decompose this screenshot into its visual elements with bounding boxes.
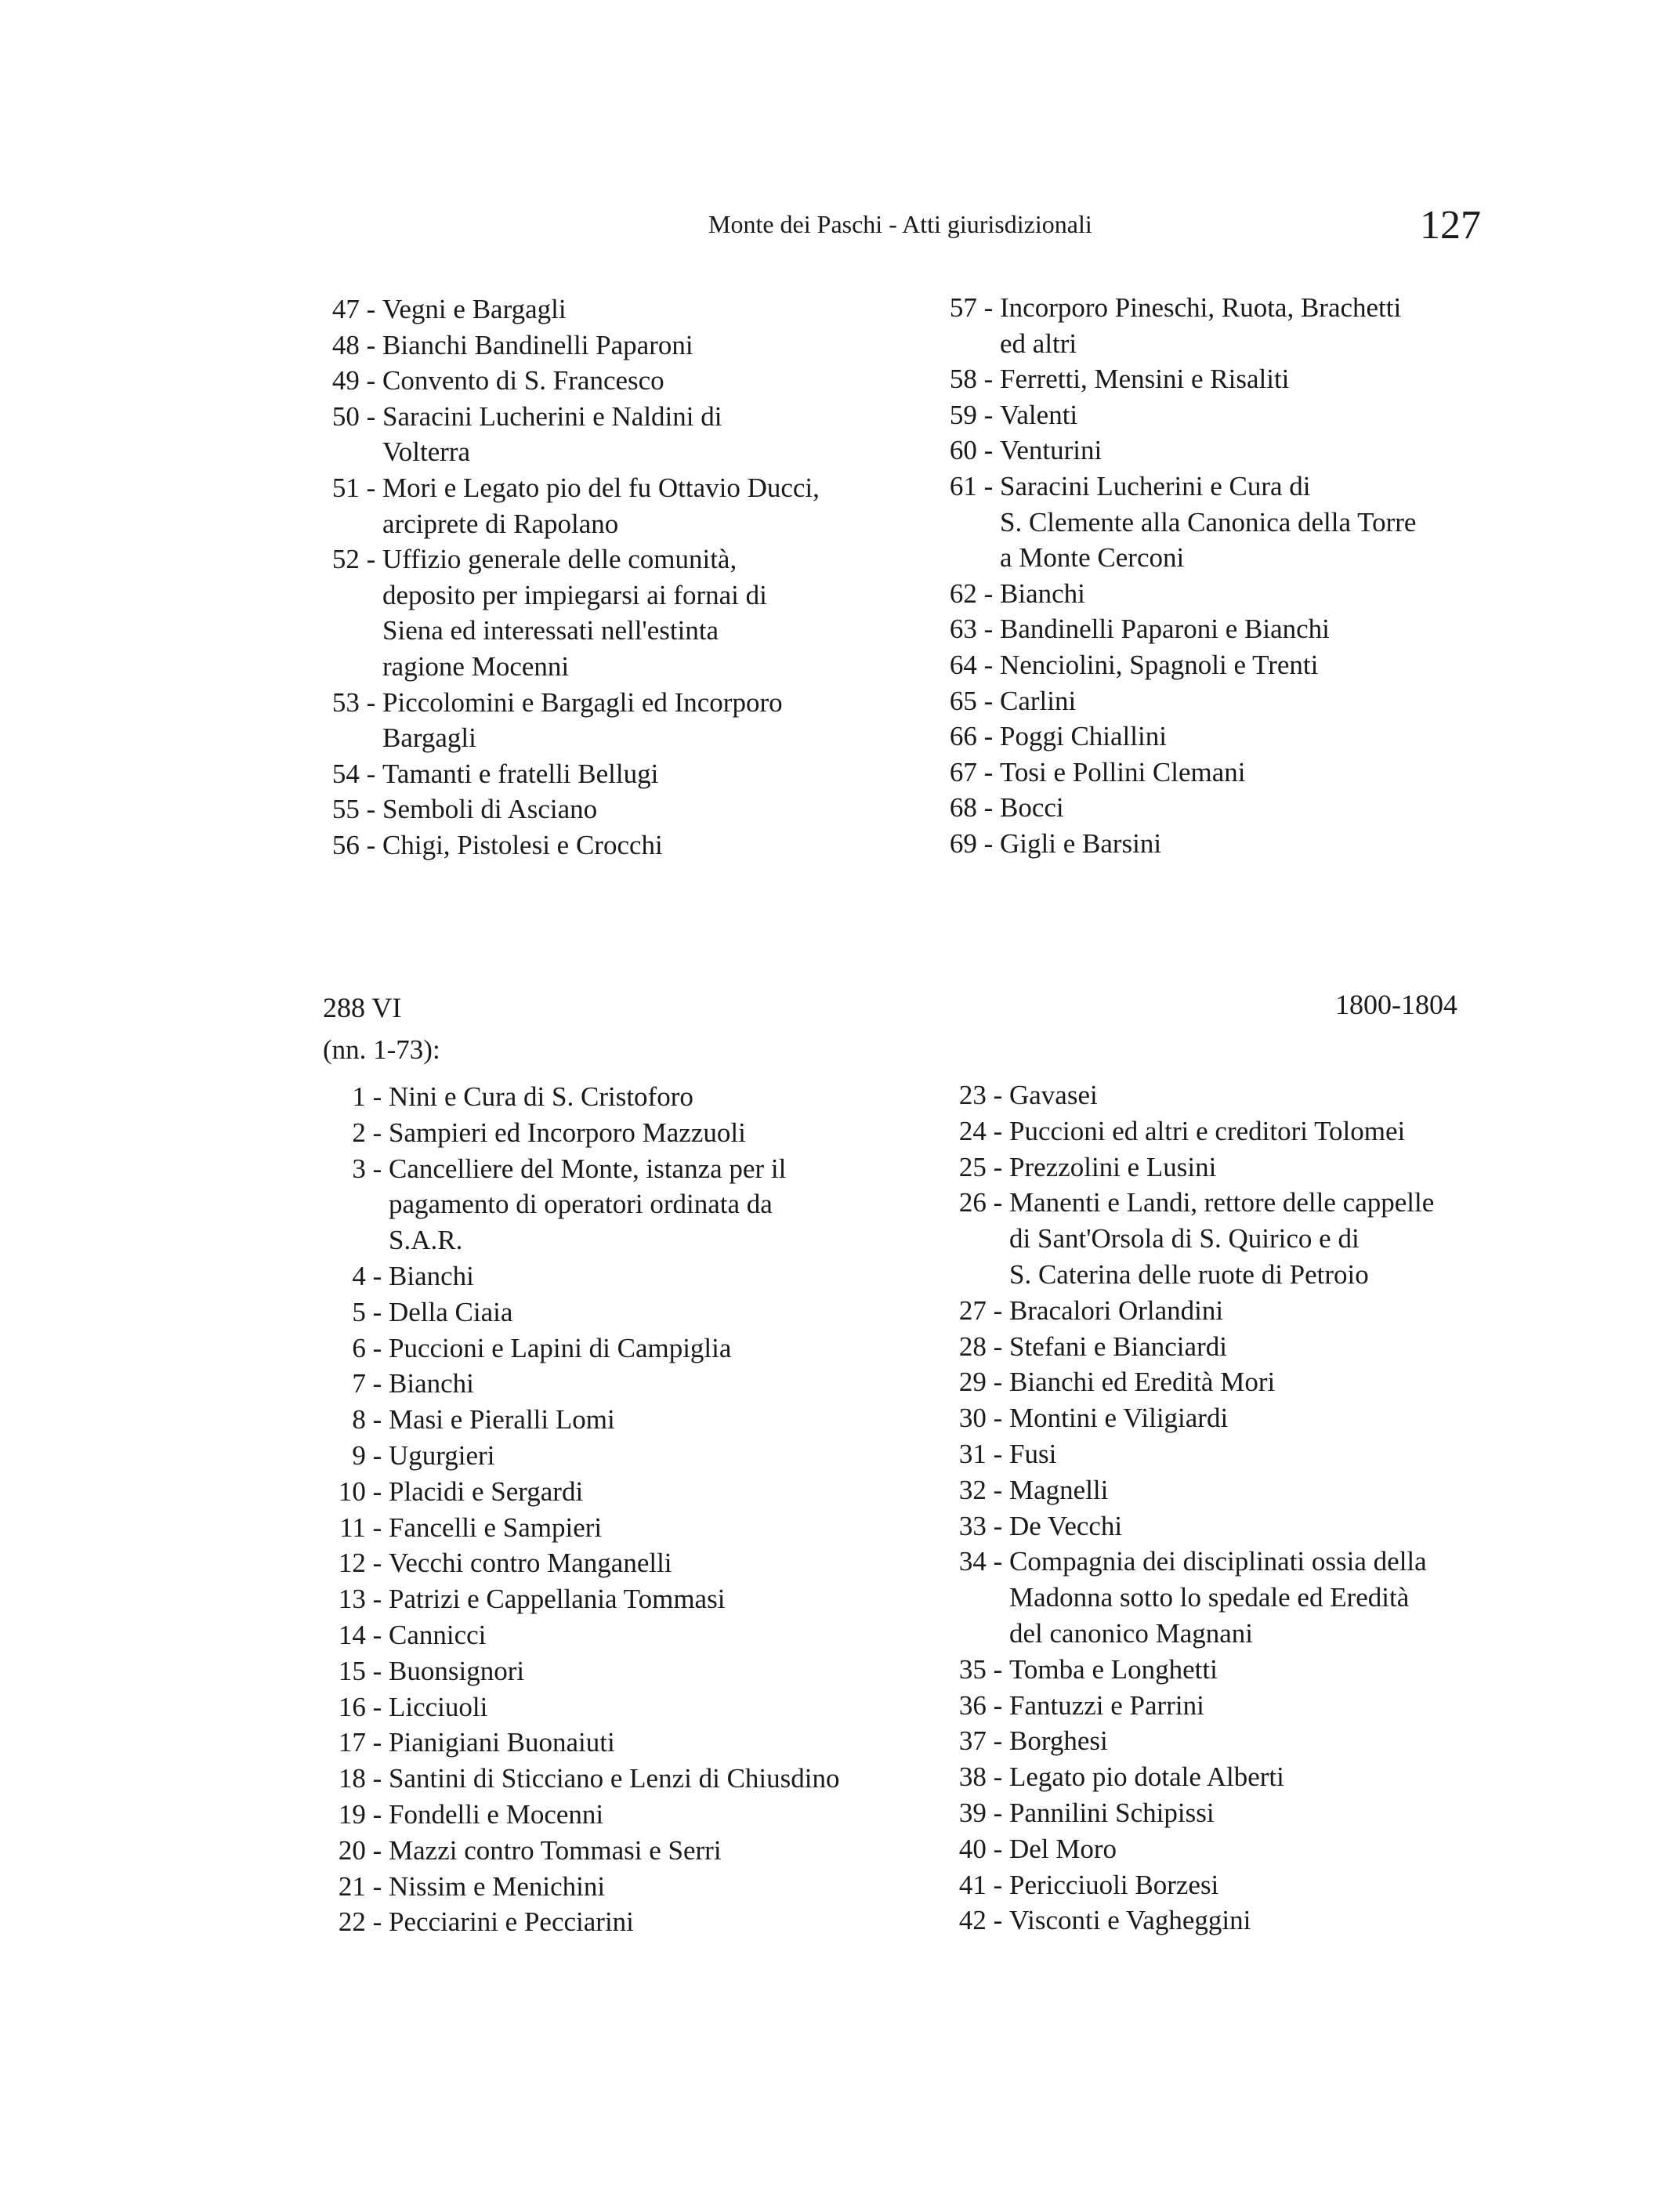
list-item — [958, 1508, 1434, 1544]
item-text: Compagnia dei disciplinati ossia della — [1009, 1546, 1427, 1577]
list-item — [958, 1149, 1434, 1186]
item-text: Sampieri ed Incorporo Mazzuoli — [389, 1117, 746, 1148]
item-number: 39 - — [958, 1797, 1009, 1828]
item-number: 19 - — [338, 1798, 389, 1830]
list-item — [958, 1688, 1434, 1724]
item-text: Valenti — [1000, 399, 1078, 430]
item-number: 26 - — [958, 1187, 1009, 1218]
list-item — [949, 290, 1416, 361]
item-number: 40 - — [958, 1833, 1009, 1864]
item-text: Bianchi — [1000, 577, 1085, 609]
list-item — [338, 1869, 839, 1905]
list-item — [949, 576, 1416, 612]
item-number: 10 - — [338, 1475, 389, 1507]
item-text: Fantuzzi e Parrini — [1009, 1689, 1204, 1721]
item-text: Magnelli — [1009, 1474, 1109, 1505]
item-number: 18 - — [338, 1763, 389, 1794]
item-number: 20 - — [338, 1834, 389, 1866]
list-item — [352, 1366, 839, 1402]
item-text-continuation: a Monte Cerconi — [1000, 542, 1185, 574]
item-text-continuation: pagamento di operatori ordinata da — [389, 1189, 773, 1220]
item-number: 17 - — [338, 1727, 389, 1758]
list-item — [331, 791, 820, 827]
list-item — [958, 1472, 1434, 1508]
list-item — [331, 470, 820, 541]
item-text: Bianchi — [389, 1368, 474, 1399]
item-text: Incorporo Pineschi, Ruota, Brachetti — [1000, 292, 1402, 323]
list-item — [949, 826, 1416, 862]
item-text: Stefani e Bianciardi — [1009, 1331, 1227, 1362]
list-item — [949, 361, 1416, 397]
item-number: 47 - — [331, 294, 382, 324]
list-item — [338, 1725, 839, 1761]
item-text: Pericciuoli Borzesi — [1009, 1869, 1219, 1900]
item-text: Bandinelli Paparoni e Bianchi — [1000, 614, 1330, 645]
list-item — [352, 1079, 839, 1115]
list-item — [949, 719, 1416, 755]
item-number: 33 - — [958, 1510, 1009, 1541]
item-text: Ferretti, Mensini e Risaliti — [1000, 364, 1290, 395]
list-item — [958, 1329, 1434, 1365]
list-item — [352, 1331, 839, 1367]
item-number: 13 - — [338, 1584, 389, 1615]
list-item — [958, 1293, 1434, 1329]
item-text: Saracini Lucherini e Cura di — [1000, 470, 1311, 501]
item-number: 27 - — [958, 1294, 1009, 1326]
item-number: 34 - — [958, 1546, 1009, 1577]
item-text-continuation: arciprete di Rapolano — [382, 508, 619, 539]
list-item — [352, 1294, 839, 1331]
item-text: Puccioni ed altri e creditori Tolomei — [1009, 1115, 1406, 1146]
item-text: Ugurgieri — [389, 1439, 495, 1471]
item-number: 6 - — [352, 1332, 389, 1363]
item-number: 56 - — [331, 829, 382, 860]
item-number: 7 - — [352, 1368, 389, 1399]
item-text: Piccolomini e Bargagli ed Incorporo — [382, 686, 783, 718]
item-text-continuation: Siena ed interessati nell'estinta — [382, 615, 719, 646]
item-text: Vecchi contro Manganelli — [389, 1548, 672, 1579]
item-text: Mori e Legato pio del fu Ottavio Ducci, — [382, 472, 820, 503]
item-text: Prezzolini e Lusini — [1009, 1151, 1217, 1182]
item-text: Bocci — [1000, 792, 1064, 824]
list-item — [958, 1436, 1434, 1472]
item-number: 31 - — [958, 1438, 1009, 1469]
item-text-continuation: Volterra — [382, 436, 471, 468]
item-text: Bianchi ed Eredità Mori — [1009, 1367, 1276, 1398]
series-number-heading: 288 VI — [323, 992, 402, 1023]
item-text: Cancelliere del Monte, istanza per il — [389, 1153, 787, 1184]
item-text: De Vecchi — [1009, 1510, 1123, 1541]
item-text: Tamanti e fratelli Bellugi — [382, 758, 659, 789]
item-number: 51 - — [331, 472, 382, 503]
item-number: 2 - — [352, 1117, 389, 1148]
item-number: 62 - — [949, 577, 1000, 609]
item-text-continuation: S. Clemente alla Canonica della Torre — [1000, 506, 1417, 538]
item-text: Borghesi — [1009, 1725, 1108, 1757]
list-item — [338, 1761, 840, 1797]
item-text: Uffizio generale delle comunità, — [382, 544, 737, 575]
item-text-continuation: di Sant'Orsola di S. Quirico e di — [1009, 1223, 1360, 1254]
item-text: Del Moro — [1009, 1833, 1117, 1864]
list-item — [338, 1474, 839, 1510]
item-number: 52 - — [331, 544, 382, 575]
item-text: Santini di Sticciano e Lenzi di Chiusdino — [389, 1763, 840, 1794]
item-text-continuation: Madonna sotto lo spedale ed Eredità — [1009, 1582, 1410, 1613]
list-item — [352, 1438, 839, 1474]
item-text: Carlini — [1000, 685, 1077, 716]
item-number: 12 - — [338, 1548, 389, 1579]
list-item — [958, 1400, 1434, 1436]
item-text: Masi e Pieralli Lomi — [389, 1404, 615, 1436]
list-item — [352, 1115, 839, 1151]
item-text: Mazzi contro Tommasi e Serri — [389, 1834, 722, 1866]
item-text: Poggi Chiallini — [1000, 721, 1167, 752]
item-number: 54 - — [331, 758, 382, 789]
item-number: 5 - — [352, 1296, 389, 1327]
item-number: 63 - — [949, 614, 1000, 645]
list-item — [331, 363, 820, 399]
item-number: 37 - — [958, 1725, 1009, 1757]
series-item-range: (nn. 1-73): — [323, 1034, 440, 1065]
item-text: Venturini — [1000, 435, 1102, 466]
item-text-continuation: S. Caterina delle ruote di Petroio — [1009, 1258, 1369, 1290]
list-item — [949, 611, 1416, 647]
item-text: Visconti e Vagheggini — [1009, 1905, 1251, 1936]
series-date-range: 1800-1804 — [1335, 989, 1457, 1020]
list-item — [331, 399, 820, 470]
item-number: 60 - — [949, 435, 1000, 466]
list-item — [958, 1831, 1434, 1867]
list-item — [331, 541, 820, 684]
item-text: Fondelli e Mocenni — [389, 1798, 604, 1830]
item-number: 48 - — [331, 329, 382, 360]
item-text: Convento di S. Francesco — [382, 365, 664, 396]
item-text: Tomba e Longhetti — [1009, 1653, 1218, 1685]
list-item — [949, 683, 1416, 719]
item-text: Licciuoli — [389, 1691, 488, 1722]
list-item — [338, 1833, 839, 1869]
page-number: 127 — [1420, 203, 1481, 248]
item-number: 24 - — [958, 1115, 1009, 1146]
item-number: 3 - — [352, 1153, 389, 1184]
item-number: 1 - — [352, 1081, 389, 1112]
item-text: Bianchi Bandinelli Paparoni — [382, 329, 693, 360]
list-item — [331, 827, 820, 863]
list-item — [958, 1867, 1434, 1903]
list-item — [949, 433, 1416, 469]
list-item — [958, 1759, 1434, 1795]
item-number: 30 - — [958, 1403, 1009, 1434]
item-text: Pecciarini e Pecciarini — [389, 1906, 634, 1938]
item-text: Nini e Cura di S. Cristoforo — [389, 1081, 693, 1112]
item-text: Saracini Lucherini e Naldini di — [382, 400, 722, 432]
item-text: Fusi — [1009, 1438, 1057, 1469]
item-number: 50 - — [331, 400, 382, 432]
item-text: Chigi, Pistolesi e Crocchi — [382, 829, 663, 860]
list-item — [958, 1113, 1434, 1149]
item-number: 21 - — [338, 1870, 389, 1902]
list-item — [331, 685, 820, 756]
item-text: Gigli e Barsini — [1000, 827, 1162, 859]
item-text: Pannilini Schipissi — [1009, 1797, 1215, 1828]
item-number: 8 - — [352, 1404, 389, 1436]
item-number: 38 - — [958, 1761, 1009, 1793]
list-item — [352, 1151, 839, 1258]
list-item — [352, 1258, 839, 1294]
item-number: 16 - — [338, 1691, 389, 1722]
list-item — [338, 1653, 839, 1689]
item-number: 59 - — [949, 399, 1000, 430]
item-number: 14 - — [338, 1619, 389, 1650]
item-text: Vegni e Bargagli — [382, 294, 567, 324]
item-number: 32 - — [958, 1474, 1009, 1505]
series-288-list-left-column — [338, 1079, 840, 1940]
item-number: 58 - — [949, 364, 1000, 395]
item-text: Patrizi e Cappellania Tommasi — [389, 1584, 726, 1615]
item-text-continuation: Bargagli — [382, 722, 476, 754]
item-text: Bianchi — [389, 1260, 474, 1291]
item-text: Montini e Viligiardi — [1009, 1403, 1229, 1434]
item-text: Puccioni e Lapini di Campiglia — [389, 1332, 732, 1363]
item-text: Placidi e Sergardi — [389, 1475, 584, 1507]
item-text: Gavasei — [1009, 1080, 1098, 1110]
item-text: Cannicci — [389, 1619, 487, 1650]
item-number: 67 - — [949, 756, 1000, 787]
item-text-continuation: ragione Mocenni — [382, 650, 570, 682]
item-number: 55 - — [331, 794, 382, 825]
item-number: 29 - — [958, 1367, 1009, 1398]
item-text: Buonsignori — [389, 1655, 525, 1686]
item-number: 64 - — [949, 649, 1000, 680]
item-text: Fancelli e Sampieri — [389, 1512, 603, 1543]
item-number: 22 - — [338, 1906, 389, 1938]
item-number: 69 - — [949, 827, 1000, 859]
item-text: Tosi e Pollini Clemani — [1000, 756, 1246, 787]
item-number: 61 - — [949, 470, 1000, 501]
list-item — [338, 1581, 839, 1617]
list-item — [958, 1903, 1434, 1939]
series-list-right-column — [949, 290, 1417, 862]
list-item — [958, 1185, 1435, 1292]
item-number: 35 - — [958, 1653, 1009, 1685]
list-item — [949, 397, 1416, 433]
list-item — [339, 1510, 839, 1546]
item-number: 11 - — [339, 1512, 389, 1543]
item-text-continuation: del canonico Magnani — [1009, 1617, 1254, 1649]
item-number: 57 - — [949, 292, 1000, 323]
list-item — [958, 1795, 1434, 1831]
item-number: 9 - — [352, 1439, 389, 1471]
item-number: 28 - — [958, 1331, 1009, 1362]
item-text: Pianigiani Buonaiuti — [389, 1727, 615, 1758]
item-text: Nissim e Menichini — [389, 1870, 606, 1902]
item-text: Della Ciaia — [389, 1296, 513, 1327]
item-text: Legato pio dotale Alberti — [1009, 1761, 1284, 1793]
list-item — [949, 755, 1416, 791]
item-number: 36 - — [958, 1689, 1009, 1721]
list-item — [338, 1904, 839, 1940]
list-item — [331, 328, 820, 364]
list-item — [338, 1545, 839, 1581]
list-item — [958, 1652, 1434, 1688]
list-item — [331, 291, 820, 328]
running-header-title: Monte dei Paschi - Atti giurisdizionali — [708, 210, 1092, 238]
list-item — [338, 1797, 839, 1833]
list-item — [331, 756, 820, 792]
item-number: 53 - — [331, 686, 382, 718]
item-number: 23 - — [958, 1080, 1009, 1110]
item-text-continuation: deposito per impiegarsi ai fornai di — [382, 579, 767, 610]
list-item — [949, 647, 1416, 683]
list-item — [958, 1723, 1434, 1759]
item-number: 4 - — [352, 1260, 389, 1291]
item-text: Bracalori Orlandini — [1009, 1294, 1224, 1326]
item-number: 42 - — [958, 1905, 1009, 1936]
list-item — [958, 1544, 1434, 1651]
item-number: 15 - — [338, 1655, 389, 1686]
item-text-continuation: ed altri — [1000, 328, 1077, 359]
item-number: 68 - — [949, 792, 1000, 824]
item-number: 41 - — [958, 1869, 1009, 1900]
item-text: Manenti e Landi, rettore delle cappelle — [1009, 1187, 1435, 1218]
item-text-continuation: S.A.R. — [389, 1225, 463, 1256]
list-item — [949, 790, 1416, 826]
series-288-list-right-column — [958, 1077, 1435, 1939]
item-text: Semboli di Asciano — [382, 794, 598, 825]
item-number: 66 - — [949, 721, 1000, 752]
item-number: 25 - — [958, 1151, 1009, 1182]
list-item — [958, 1077, 1434, 1113]
item-number: 65 - — [949, 685, 1000, 716]
item-text: Nenciolini, Spagnoli e Trenti — [1000, 649, 1319, 680]
list-item — [958, 1364, 1434, 1400]
series-list-left-column — [331, 291, 820, 863]
list-item — [352, 1402, 839, 1438]
item-number: 49 - — [331, 365, 382, 396]
list-item — [338, 1689, 839, 1725]
list-item — [338, 1617, 839, 1653]
list-item — [949, 469, 1417, 576]
